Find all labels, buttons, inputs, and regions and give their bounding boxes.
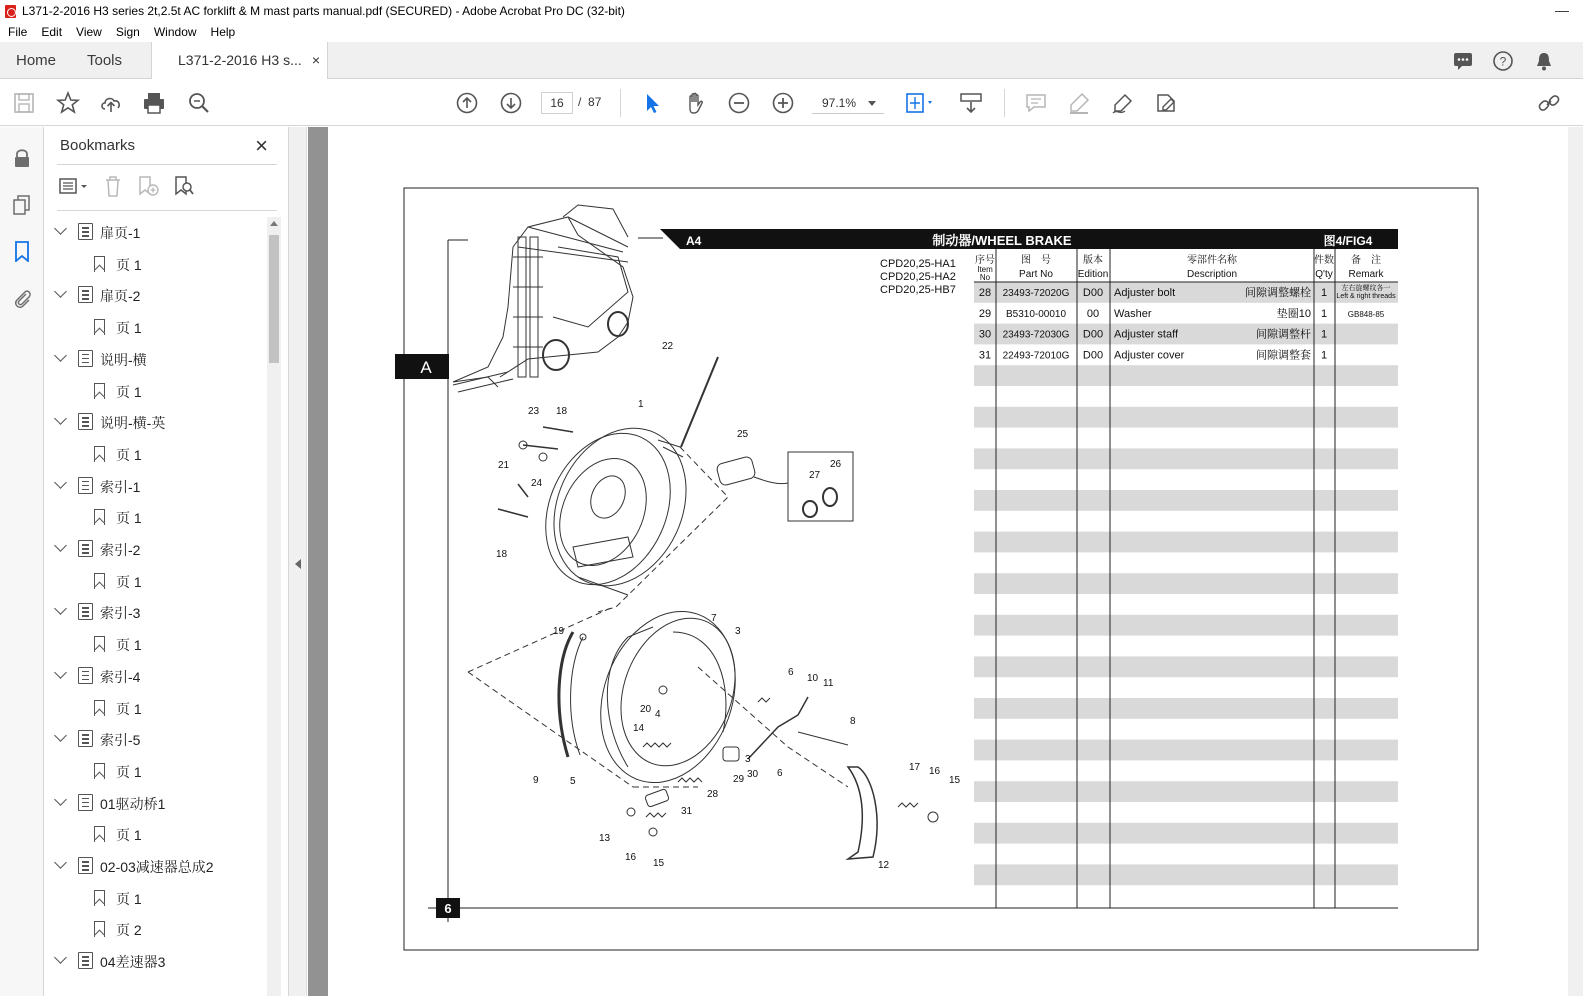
callout-number: 18 <box>496 549 508 560</box>
callout-number: 3 <box>745 754 751 765</box>
delete-bookmark-icon[interactable] <box>103 175 123 202</box>
bookmark-label: 说明-横-英 <box>100 415 166 432</box>
cell-edition: 00 <box>1086 307 1100 320</box>
bookmark-label: 索引-3 <box>100 605 141 622</box>
bookmark-item[interactable] <box>45 344 267 374</box>
exploded-view-drawing <box>453 205 938 859</box>
zoom-level-select[interactable]: 97.1% <box>812 92 884 114</box>
bookmark-icon <box>94 446 105 462</box>
bookmark-group-icon <box>78 286 93 303</box>
bookmark-item[interactable] <box>45 851 267 881</box>
seal-ring <box>823 488 837 506</box>
chevron-down-icon[interactable] <box>54 286 67 299</box>
adjuster-cover-part <box>645 789 670 808</box>
table-row-shade <box>974 740 1398 761</box>
bookmark-group-icon <box>78 667 93 684</box>
table-row-shade <box>974 490 1398 511</box>
tab-home[interactable]: Home <box>16 52 57 69</box>
cell-item: 30 <box>978 328 992 341</box>
bookmark-child-label: 页 1 <box>116 827 142 844</box>
cell-description: Adjuster cover <box>1114 349 1185 362</box>
callout-number: 29 <box>733 774 745 785</box>
callout-number: 27 <box>809 470 821 481</box>
cell-part-no: 23493-72020G <box>1002 288 1070 299</box>
page-thumbnails-icon[interactable] <box>11 194 33 216</box>
bookmark-child-label: 页 1 <box>116 510 142 527</box>
options-menu-icon[interactable] <box>59 176 89 201</box>
new-bookmark-icon[interactable] <box>137 175 159 202</box>
table-row-shade <box>974 448 1398 469</box>
lever-part <box>748 697 808 759</box>
pin-part <box>659 686 667 694</box>
model-2: CPD20,25-HA2 <box>880 271 956 283</box>
callout-number: 23 <box>528 406 540 417</box>
window-title: L371-2-2016 H3 series 2t,2.5t AC forklift & M mast parts manual.pdf (SECURED) - Adobe Acrobat Pro DC (32-bit) <box>22 4 625 18</box>
callout-number: 18 <box>556 406 568 417</box>
bookmark-child-item[interactable] <box>45 629 267 659</box>
callout-number: 3 <box>735 626 741 637</box>
spring-part <box>643 743 671 747</box>
column-header-en: No <box>979 273 991 282</box>
page-total <box>578 95 601 109</box>
pin-part <box>928 812 938 822</box>
bookmark-label: 说明-横 <box>100 351 147 368</box>
bookmark-child-item[interactable] <box>45 693 267 723</box>
cell-remark-en: Left & right threads <box>1336 293 1396 300</box>
callout-labels <box>496 341 961 871</box>
chevron-down-icon[interactable] <box>54 349 67 362</box>
menu-view[interactable]: View <box>76 25 102 39</box>
bookmark-item[interactable] <box>45 946 267 976</box>
main-toolbar <box>0 80 1583 126</box>
bookmark-icon <box>94 319 105 335</box>
callout-number: 17 <box>909 762 921 773</box>
table-row-shade <box>974 656 1398 677</box>
table-row-shade <box>974 864 1398 885</box>
bookmark-item[interactable] <box>45 471 267 501</box>
bookmark-label: 扉页-1 <box>100 225 141 241</box>
callout-number: 7 <box>711 613 717 624</box>
callout-number: 6 <box>788 667 794 678</box>
callout-number: 16 <box>929 766 941 777</box>
header-fig: 图4/FIG4 <box>1323 234 1373 248</box>
cable-end <box>658 440 680 447</box>
column-header-en: Edition <box>1077 269 1109 280</box>
bookmark-icon <box>94 509 105 525</box>
bookmark-child-label: 页 1 <box>116 763 142 780</box>
cell-qty: 1 <box>1320 307 1328 320</box>
lock-icon[interactable] <box>11 147 33 169</box>
menu-window[interactable]: Window <box>153 25 197 39</box>
bookmark-icon <box>94 826 105 842</box>
bookmark-label: 索引-1 <box>100 478 141 495</box>
bookmark-item[interactable] <box>45 597 267 627</box>
find-bookmark-icon[interactable] <box>173 175 195 202</box>
next-page-icon[interactable] <box>499 91 523 115</box>
bookmark-tools <box>59 175 209 201</box>
bookmark-icon <box>94 573 105 589</box>
upload-cloud-icon[interactable] <box>99 91 123 115</box>
bookmark-child-item[interactable] <box>45 439 267 469</box>
dashed-guide <box>598 447 728 612</box>
callout-number: 4 <box>655 709 661 720</box>
brake-drum-part <box>522 406 711 607</box>
navigation-rail <box>0 127 44 996</box>
cell-part-no: 23493-72030G <box>1002 329 1070 341</box>
bookmarks-panel <box>45 127 289 996</box>
callout-number: 30 <box>747 769 759 780</box>
sign-pen-icon[interactable] <box>1111 91 1135 115</box>
bookmarks-scrollbar[interactable] <box>267 217 281 996</box>
parts-table <box>974 249 1398 908</box>
callout-number: 20 <box>640 704 652 715</box>
callout-number: 8 <box>850 716 856 727</box>
close-panel-icon[interactable]: × <box>255 133 268 158</box>
cell-item: 31 <box>978 349 992 362</box>
bookmark-child-label: 页 1 <box>116 890 142 907</box>
column-header-cn: 件数 <box>1314 255 1334 266</box>
header-title: 制动器/WHEEL BRAKE <box>932 233 1072 248</box>
model-3: CPD20,25-HB7 <box>880 284 956 296</box>
bookmark-child-label: 页 1 <box>116 573 142 590</box>
rod-part <box>798 732 848 745</box>
parts-manual-page <box>328 127 1568 996</box>
bookmark-child-item[interactable] <box>45 502 267 532</box>
bookmark-child-label: 页 1 <box>116 256 142 273</box>
notification-bell-icon[interactable] <box>1533 50 1555 72</box>
bookmark-child-item[interactable] <box>45 819 267 849</box>
column-header-en: Description <box>1186 269 1238 280</box>
cell-qty: 1 <box>1320 287 1328 299</box>
washer-part <box>627 808 635 816</box>
comment-icon[interactable] <box>1024 91 1048 115</box>
bookmark-child-item[interactable] <box>45 376 267 406</box>
bookmark-label: 索引-5 <box>100 732 141 749</box>
seal-ring <box>803 501 817 517</box>
cell-part-no: B5310-00010 <box>1005 308 1067 320</box>
tab-document[interactable] <box>151 42 328 79</box>
acrobat-pdf-icon <box>5 5 16 18</box>
callout-number: 10 <box>807 673 819 684</box>
bookmark-group-icon <box>78 540 93 557</box>
cell-item: 29 <box>978 307 992 320</box>
bookmark-child-item[interactable] <box>45 883 267 913</box>
header-left: A4 <box>686 234 702 248</box>
select-cursor-icon[interactable] <box>640 91 664 115</box>
spring-part <box>678 778 702 782</box>
bookmark-icon <box>94 383 105 399</box>
search-zoom-icon[interactable] <box>187 91 211 115</box>
comment-bubble-icon[interactable] <box>1452 50 1474 72</box>
cell-description-cn: 间隙调整套 <box>1256 349 1311 362</box>
bookmark-child-label: 页 1 <box>116 320 142 337</box>
bookmark-icon <box>94 890 105 906</box>
chevron-down-icon[interactable] <box>54 666 67 679</box>
bookmark-icon <box>94 636 105 652</box>
cell-description-cn: 垫圈10 <box>1276 307 1311 320</box>
callout-number: 31 <box>681 806 693 817</box>
cell-qty: 1 <box>1320 349 1328 362</box>
minimize-button[interactable]: — <box>1555 2 1569 18</box>
bookmark-child-label: 页 1 <box>116 446 142 463</box>
star-icon[interactable] <box>56 91 80 115</box>
attachments-paperclip-icon[interactable] <box>11 287 33 309</box>
chevron-down-icon[interactable] <box>54 603 67 616</box>
washer-part <box>539 453 547 461</box>
column-header-cn: 零部件名称 <box>1187 255 1237 266</box>
model-1: CPD20,25-HA1 <box>880 258 956 270</box>
bookmarks-title: Bookmarks <box>60 137 136 154</box>
scroll-thumb[interactable] <box>269 235 279 363</box>
bookmark-icon <box>94 763 105 779</box>
link-share-icon[interactable] <box>1537 91 1561 115</box>
bookmark-group-icon <box>78 350 93 367</box>
cell-description-cn: 间隙调整螺栓 <box>1245 287 1311 299</box>
bookmark-icon <box>94 700 105 716</box>
page-number-input[interactable]: 16 <box>541 92 573 114</box>
document-scrollbar[interactable] <box>1568 127 1583 996</box>
bookmark-icon <box>94 921 105 937</box>
print-icon[interactable] <box>142 91 166 115</box>
parking-lever-part <box>848 767 877 859</box>
section-letter: A <box>420 358 432 377</box>
highlight-pen-icon[interactable] <box>1067 91 1091 115</box>
callout-number: 25 <box>737 429 749 440</box>
bookmark-child-item[interactable] <box>45 914 267 944</box>
tab-tools[interactable]: Tools <box>87 52 123 69</box>
spring-part <box>758 698 770 702</box>
bookmark-child-label: 页 1 <box>116 383 142 400</box>
bookmark-child-item[interactable] <box>45 312 267 342</box>
menu-file[interactable]: File <box>8 25 28 39</box>
bookmark-group-icon <box>78 730 93 747</box>
bookmark-group-icon <box>78 603 93 620</box>
share-edit-icon[interactable] <box>1154 91 1178 115</box>
callout-number: 9 <box>533 775 539 786</box>
callout-number: 21 <box>498 460 510 471</box>
svg-text:?: ? <box>1499 54 1507 69</box>
zoom-out-icon[interactable] <box>727 91 751 115</box>
bookmark-child-label: 页 1 <box>116 700 142 717</box>
cell-qty: 1 <box>1320 328 1328 341</box>
bookmark-label: 索引-4 <box>100 668 141 685</box>
zoom-in-icon[interactable] <box>771 91 795 115</box>
bookmark-item[interactable] <box>45 407 267 437</box>
bookmark-item[interactable] <box>45 724 267 754</box>
cell-remark: 左右旋螺纹各一 <box>1341 285 1391 292</box>
chevron-down-icon[interactable] <box>54 951 67 964</box>
washer-part <box>649 828 657 836</box>
divider <box>57 210 277 211</box>
bookmark-label: 01驱动桥1 <box>100 795 166 812</box>
chevron-down-icon[interactable] <box>54 856 67 869</box>
menu-bar <box>0 22 1583 42</box>
bookmark-group-icon <box>78 794 93 811</box>
brake-cable-part <box>681 357 718 447</box>
table-row-shade <box>974 781 1398 802</box>
toolbar-divider <box>620 89 621 117</box>
menu-help[interactable]: Help <box>210 25 236 39</box>
bookmarks-icon[interactable] <box>11 240 33 262</box>
spring-part <box>646 813 666 817</box>
cell-description: Adjuster bolt <box>1114 287 1176 299</box>
callout-number: 19 <box>553 626 565 637</box>
table-row-shade <box>974 823 1398 844</box>
bookmark-label: 扉页-2 <box>100 288 141 305</box>
callout-number: 26 <box>830 459 842 470</box>
page-number: 6 <box>444 901 452 916</box>
callout-number: 16 <box>625 852 637 863</box>
bookmark-item[interactable] <box>45 788 267 818</box>
callout-number: 5 <box>570 776 576 787</box>
column-header-cn: 备 注 <box>1351 255 1381 266</box>
cell-description: Washer <box>1114 307 1152 320</box>
cell-description: Adjuster staff <box>1114 328 1178 341</box>
hand-tool-icon[interactable] <box>683 91 707 115</box>
document-viewport[interactable] <box>308 127 1568 996</box>
table-row-shade <box>974 407 1398 428</box>
callout-number: 24 <box>531 478 543 489</box>
spring-part <box>898 803 918 807</box>
bookmark-child-item[interactable] <box>45 756 267 786</box>
cell-edition: D00 <box>1082 287 1104 299</box>
bookmark-group-icon <box>78 223 93 240</box>
callout-number: 1 <box>638 399 644 410</box>
cell-edition: D00 <box>1082 328 1104 341</box>
divider <box>57 164 277 165</box>
table-row-shade <box>974 615 1398 636</box>
menu-edit[interactable]: Edit <box>41 25 63 39</box>
column-header-en: Remark <box>1348 269 1384 280</box>
callout-number: 13 <box>599 833 611 844</box>
cell-item: 28 <box>978 287 992 299</box>
fit-page-icon[interactable] <box>904 91 928 115</box>
chevron-down-icon[interactable] <box>54 793 67 806</box>
callout-number: 14 <box>633 723 645 734</box>
bookmark-group-icon <box>78 952 93 969</box>
detail-box <box>788 452 853 521</box>
title-bar <box>0 0 1583 22</box>
chevron-down-icon[interactable] <box>54 539 67 552</box>
previous-page-icon[interactable] <box>455 91 479 115</box>
table-row-shade <box>974 532 1398 553</box>
bookmark-label: 04差速器3 <box>100 954 166 971</box>
bookmark-child-item[interactable] <box>45 566 267 596</box>
chevron-down-icon[interactable] <box>54 729 67 742</box>
collapse-arrow-icon[interactable] <box>295 559 301 569</box>
chevron-down-icon[interactable] <box>54 222 67 235</box>
cell-part-no: 22493-72010G <box>1002 350 1070 362</box>
bookmark-item[interactable] <box>45 217 267 247</box>
table-row-shade <box>974 698 1398 719</box>
tab-bar <box>0 42 1583 79</box>
bookmark-group-icon <box>78 477 93 494</box>
bookmark-child-label: 页 1 <box>116 637 142 654</box>
bookmark-item[interactable] <box>45 661 267 691</box>
panel-collapse-bar[interactable] <box>289 127 307 996</box>
help-icon[interactable] <box>1492 50 1514 72</box>
column-header-cn: 图 号 <box>1021 255 1051 266</box>
callout-number: 15 <box>949 775 961 786</box>
cell-edition: D00 <box>1082 349 1104 362</box>
chevron-down-icon[interactable] <box>54 412 67 425</box>
column-header-cn: 版本 <box>1083 255 1103 266</box>
bookmark-item[interactable] <box>45 534 267 564</box>
table-row-shade <box>974 573 1398 594</box>
callout-number: 6 <box>777 768 783 779</box>
scroll-up-arrow[interactable] <box>270 221 278 226</box>
save-icon[interactable] <box>12 91 36 115</box>
callout-number: 28 <box>707 789 719 800</box>
bookmark-label: 02-03减速器总成2 <box>100 859 214 875</box>
wheel-cylinder-part <box>716 456 788 487</box>
menu-sign[interactable]: Sign <box>115 25 140 39</box>
callout-number: 12 <box>878 860 890 871</box>
bookmark-tree <box>45 217 267 996</box>
tab-document-label: L371-2-2016 H3 s... <box>178 52 302 68</box>
close-tab-icon[interactable]: × <box>311 52 320 68</box>
bookmark-group-icon <box>78 857 93 874</box>
bookmark-label: 索引-2 <box>100 542 141 558</box>
column-header-en: Q'ty <box>1315 269 1333 280</box>
callout-number: 11 <box>823 678 834 689</box>
scroll-mode-icon[interactable] <box>959 91 983 115</box>
column-header-en: Part No <box>1019 269 1053 280</box>
page-separator: / <box>578 95 582 109</box>
pdf-page <box>328 127 1568 996</box>
cell-description-cn: 间隙调整杆 <box>1256 328 1311 341</box>
table-row-shade <box>974 365 1398 386</box>
adjuster-part <box>723 747 739 761</box>
chevron-down-icon[interactable] <box>54 476 67 489</box>
page-total-count: 87 <box>588 95 602 109</box>
column-header-en: Item <box>977 265 993 274</box>
column-header-cn: 序号 <box>975 255 995 266</box>
forklift-sketch-icon <box>453 205 633 392</box>
callout-number: 15 <box>653 858 665 869</box>
bookmark-item[interactable] <box>45 280 267 310</box>
bookmark-group-icon <box>78 413 93 430</box>
cell-remark: GB848-85 <box>1347 309 1385 319</box>
toolbar-divider <box>1004 89 1005 117</box>
bookmark-child-label: 页 2 <box>116 922 142 939</box>
bookmark-child-item[interactable] <box>45 249 267 279</box>
bookmark-icon <box>94 256 105 272</box>
callout-number: 22 <box>662 341 674 352</box>
